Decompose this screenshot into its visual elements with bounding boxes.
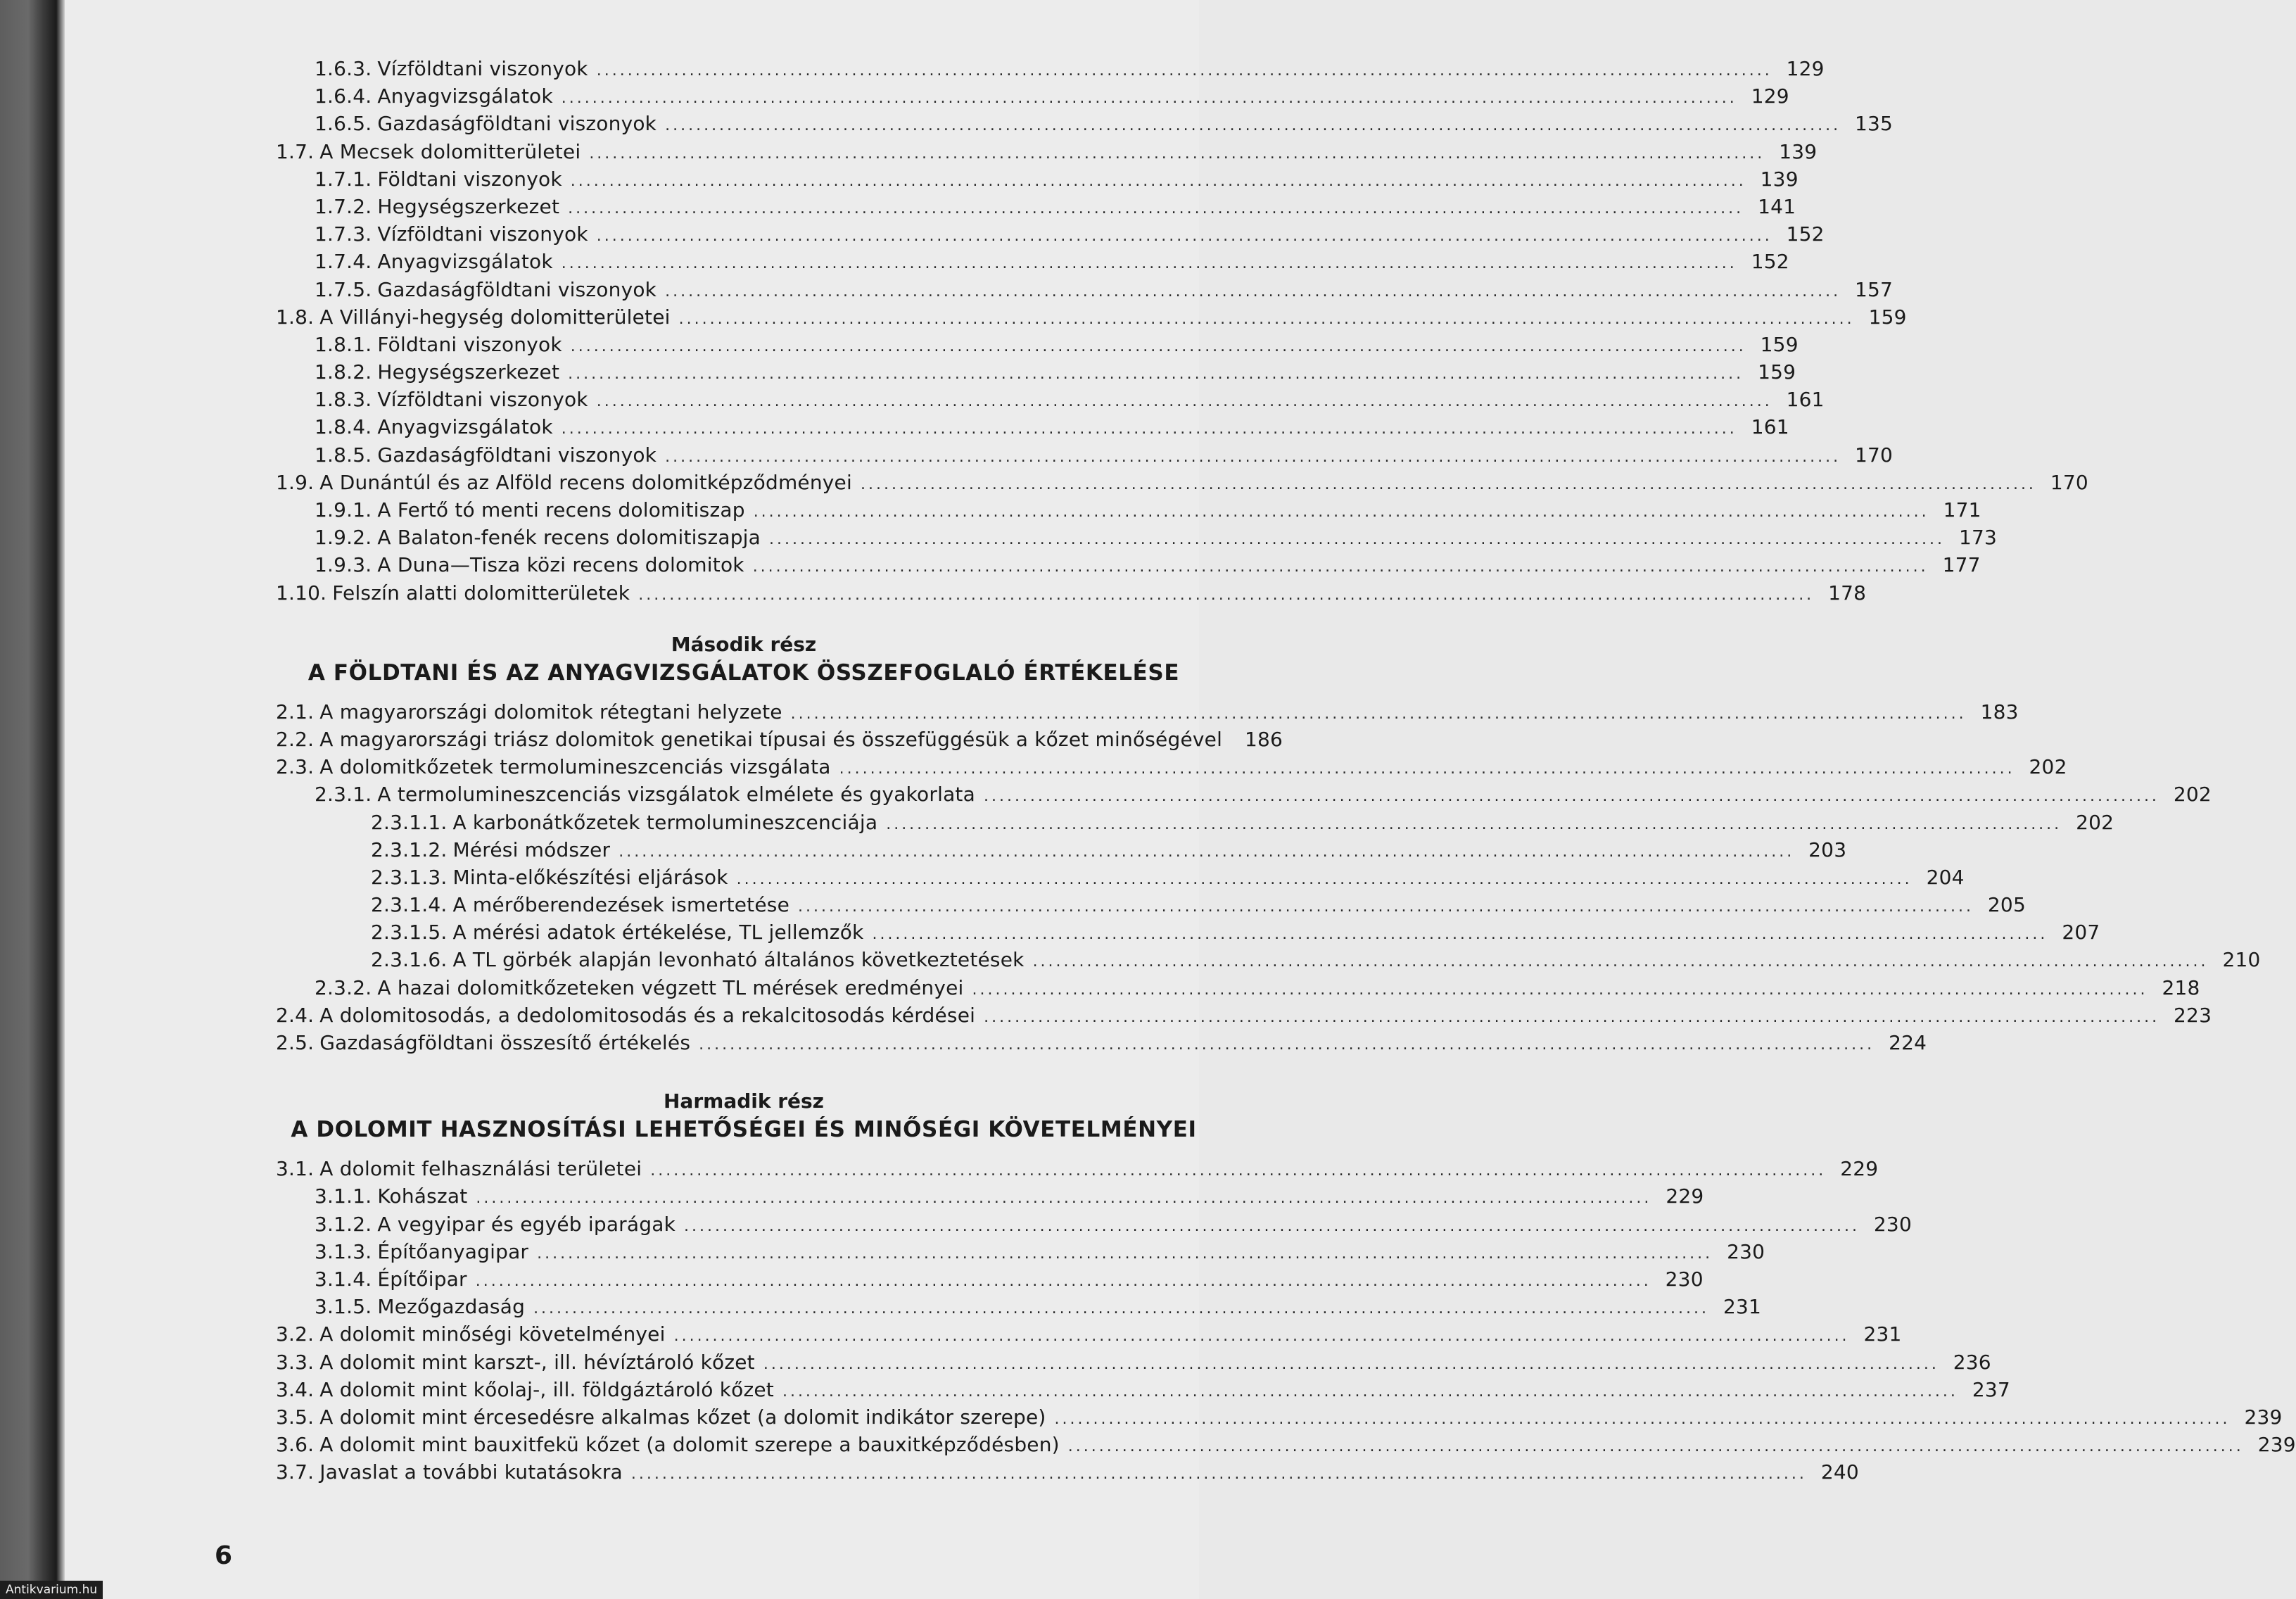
toc-entry-title: A dolomit mint karszt-, ill. hévíztároló kőzet bbox=[319, 1350, 755, 1374]
toc-entry-title: A Duna—Tisza közi recens dolomitok bbox=[377, 553, 744, 577]
toc-entry-page: 159 bbox=[1868, 305, 1907, 329]
toc-leader-dots: ........................................................................................................................................................ bbox=[570, 337, 1746, 355]
toc-entry-number: 1.8.2. bbox=[315, 360, 372, 384]
toc-entry bbox=[276, 1431, 2296, 1458]
toc-entry-title: Mezőgazdaság bbox=[377, 1295, 526, 1319]
toc-entry-page: 170 bbox=[1855, 443, 1894, 467]
toc-leader-dots: ........................................................................................................................................................ bbox=[782, 1382, 1958, 1401]
toc-entry-page: 237 bbox=[1972, 1377, 2010, 1401]
toc-entry-page: 202 bbox=[2076, 810, 2114, 834]
toc-entry-number: 3.1. bbox=[276, 1157, 315, 1181]
toc-entry-number: 1.8.5. bbox=[315, 443, 372, 467]
toc-entry-page: 236 bbox=[1953, 1350, 1991, 1374]
toc-entry-number: 1.8.4. bbox=[315, 415, 372, 439]
toc-entry bbox=[276, 248, 1789, 275]
toc-entry-number: 1.6.3. bbox=[315, 57, 372, 80]
toc-entry-number: 1.7.2. bbox=[315, 194, 372, 218]
toc-entry bbox=[276, 55, 1825, 82]
toc-entry bbox=[276, 165, 1799, 193]
toc-entry-title: Hegységszerkezet bbox=[377, 360, 560, 384]
toc-entry bbox=[276, 469, 2088, 496]
toc-entry-page: 230 bbox=[1873, 1212, 1912, 1236]
toc-entry-page: 178 bbox=[1828, 581, 1867, 605]
part-two-label: Második rész bbox=[671, 632, 817, 656]
toc-entry bbox=[276, 891, 2026, 918]
toc-entry bbox=[276, 726, 1283, 753]
toc-entry-title: Kohászat bbox=[377, 1184, 468, 1208]
toc-entry bbox=[276, 1376, 2010, 1403]
toc-entry-title: Felszín alatti dolomitterületek bbox=[332, 581, 630, 605]
toc-leader-dots: ........................................................................................................................................................ bbox=[886, 815, 2062, 833]
toc-entry bbox=[276, 1029, 1927, 1056]
toc-leader-dots: ........................................................................................................................................................ bbox=[568, 199, 1744, 217]
toc-entry bbox=[276, 1293, 1762, 1320]
toc-leader-dots: ........................................................................................................................................................ bbox=[699, 1036, 1875, 1054]
toc-entry-page: 231 bbox=[1723, 1295, 1762, 1319]
toc-entry-number: 2.3.1.4. bbox=[371, 893, 448, 917]
toc-entry bbox=[276, 110, 1894, 137]
toc-entry-page: 152 bbox=[1751, 250, 1789, 274]
toc-entry-number: 2.3.1. bbox=[315, 783, 372, 807]
toc-entry bbox=[276, 946, 2261, 973]
toc-leader-dots: ........................................................................................................................................................ bbox=[684, 1217, 1860, 1235]
toc-entry bbox=[276, 331, 1799, 358]
toc-entry-title: Gazdaságföldtani viszonyok bbox=[377, 443, 657, 467]
toc-entry bbox=[276, 1182, 1704, 1210]
page-number: 6 bbox=[215, 1541, 233, 1570]
toc-entry bbox=[276, 303, 1907, 331]
toc-entry-title: Építőipar bbox=[377, 1267, 467, 1291]
toc-leader-dots: ........................................................................................................................................................ bbox=[1032, 953, 2209, 971]
toc-entry-page: 152 bbox=[1786, 222, 1825, 246]
toc-entry-title: Javaslat a további kutatásokra bbox=[319, 1460, 623, 1484]
toc-leader-dots: ........................................................................................................................................................ bbox=[561, 255, 1737, 273]
toc-entry bbox=[276, 780, 2212, 808]
toc-entry-page: 170 bbox=[2050, 470, 2088, 494]
toc-leader-dots: ........................................................................................................................................................ bbox=[630, 1465, 1807, 1484]
toc-entry-number: 3.1.5. bbox=[315, 1295, 372, 1319]
toc-leader-dots: ........................................................................................................................................................ bbox=[596, 62, 1772, 80]
toc-entry-number: 3.1.2. bbox=[315, 1212, 372, 1236]
toc-entry-number: 2.3.1.5. bbox=[371, 921, 448, 944]
toc-leader-dots: ........................................................................................................................................................ bbox=[673, 1327, 1850, 1346]
toc-leader-dots: ........................................................................................................................................................ bbox=[665, 282, 1841, 301]
toc-leader-dots: ........................................................................................................................................................ bbox=[736, 870, 1913, 888]
toc-leader-dots: ........................................................................................................................................................ bbox=[763, 1355, 1939, 1373]
toc-entry-number: 2.2. bbox=[276, 727, 315, 751]
toc-entry-title: A magyarországi triász dolomitok genetikai típusai és összefüggésük a kőzet minőségével bbox=[319, 727, 1223, 751]
toc-entry-title: A Balaton-fenék recens dolomitiszapja bbox=[377, 526, 761, 550]
part-three-heading bbox=[276, 1089, 1212, 1145]
toc-entry-title: A dolomit felhasználási területei bbox=[319, 1157, 642, 1181]
toc-entry-title: A dolomitosodás, a dedolomitosodás és a rekalcitosodás kérdései bbox=[319, 1003, 976, 1027]
toc-entry-page: 229 bbox=[1840, 1157, 1879, 1181]
toc-leader-dots: ........................................................................................................................................................ bbox=[537, 1244, 1713, 1263]
toc-leader-dots: ........................................................................................................................................................ bbox=[798, 898, 1974, 916]
toc-entry-page: 224 bbox=[1889, 1031, 1927, 1054]
toc-entry-number: 1.9. bbox=[276, 470, 315, 494]
toc-entry-number: 3.1.1. bbox=[315, 1184, 372, 1208]
toc-entry-number: 1.8.1. bbox=[315, 332, 372, 356]
toc-entry bbox=[276, 1320, 1902, 1348]
toc-entry-title: A dolomit mint kőolaj-, ill. földgáztároló kőzet bbox=[319, 1377, 774, 1401]
toc-leader-dots: ........................................................................................................................................................ bbox=[1054, 1410, 2231, 1428]
toc-entry-number: 1.9.2. bbox=[315, 526, 372, 550]
toc-leader-dots: ........................................................................................................................................................ bbox=[638, 586, 1815, 604]
toc-entry-title: Vízföldtani viszonyok bbox=[377, 222, 588, 246]
toc-leader-dots: ........................................................................................................................................................ bbox=[983, 788, 2159, 806]
part-two-entries bbox=[276, 698, 2261, 1056]
toc-entry-number: 3.5. bbox=[276, 1405, 315, 1429]
toc-entry-page: 230 bbox=[1727, 1239, 1765, 1263]
toc-entry bbox=[276, 974, 2200, 1001]
toc-entry bbox=[276, 138, 1818, 165]
toc-entry-number: 3.1.4. bbox=[315, 1267, 372, 1291]
toc-entry-number: 1.8.3. bbox=[315, 388, 372, 412]
toc-entry-number: 2.3.1.1. bbox=[371, 810, 448, 834]
toc-entry-page: 205 bbox=[1987, 893, 2026, 917]
toc-leader-dots: ........................................................................................................................................................ bbox=[596, 227, 1772, 246]
toc-entry bbox=[276, 1265, 1704, 1293]
toc-entry-page: 186 bbox=[1245, 727, 1283, 751]
toc-leader-dots: ........................................................................................................................................................ bbox=[872, 925, 2048, 944]
toc-entry bbox=[276, 413, 1789, 441]
toc-entry-title: A mérési adatok értékelése, TL jellemzők bbox=[452, 921, 864, 944]
toc-leader-dots: ........................................................................................................................................................ bbox=[1067, 1438, 2244, 1456]
toc-leader-dots: ........................................................................................................................................................ bbox=[596, 393, 1772, 411]
toc-leader-dots: ........................................................................................................................................................ bbox=[568, 365, 1744, 384]
toc-entry-number: 1.7.1. bbox=[315, 167, 372, 191]
toc-entry bbox=[276, 276, 1894, 303]
toc-entry-title: A Villányi-hegység dolomitterületei bbox=[319, 305, 671, 329]
toc-entry-number: 1.10. bbox=[276, 581, 327, 605]
toc-entry-title: Hegységszerkezet bbox=[377, 194, 560, 218]
toc-entry-page: 141 bbox=[1758, 194, 1796, 218]
toc-entry bbox=[276, 1001, 2212, 1029]
toc-entry-number: 2.3.1.3. bbox=[371, 865, 448, 889]
toc-entry-title: A dolomit mint bauxitfekü kőzet (a dolomit szerepe a bauxitképződésben) bbox=[319, 1433, 1060, 1457]
toc-entry-page: 231 bbox=[1863, 1322, 1902, 1346]
toc-entry-title: Vízföldtani viszonyok bbox=[377, 57, 588, 80]
book-binding-edge bbox=[0, 0, 65, 1599]
toc-leader-dots: ........................................................................................................................................................ bbox=[619, 842, 1795, 861]
toc-entry-number: 3.1.3. bbox=[315, 1239, 372, 1263]
toc-entry bbox=[276, 524, 1997, 551]
toc-leader-dots: ........................................................................................................................................................ bbox=[665, 448, 1841, 466]
toc-entry-page: 129 bbox=[1751, 84, 1789, 108]
toc-entry-title: A Dunántúl és az Alföld recens dolomitképződményei bbox=[319, 470, 852, 494]
toc-entry-page: 210 bbox=[2222, 948, 2261, 972]
toc-entry-title: Minta-előkészítési eljárások bbox=[452, 865, 728, 889]
toc-entry bbox=[276, 1238, 1765, 1265]
toc-leader-dots: ........................................................................................................................................................ bbox=[589, 144, 1765, 163]
toc-entry-number: 2.3. bbox=[276, 755, 315, 779]
toc-entry-number: 2.3.2. bbox=[315, 975, 372, 999]
watermark: Antikvarium.hu bbox=[0, 1581, 103, 1599]
toc-entry-title: A dolomit minőségi követelményei bbox=[319, 1322, 666, 1346]
toc-entry bbox=[276, 836, 1847, 864]
toc-entry-page: 139 bbox=[1760, 167, 1799, 191]
toc-entry-page: 240 bbox=[1820, 1460, 1859, 1484]
toc-entry bbox=[276, 496, 1981, 524]
toc-leader-dots: ........................................................................................................................................................ bbox=[665, 117, 1841, 135]
toc-entry bbox=[276, 193, 1796, 220]
toc-entry-title: A dolomit mint ércesedésre alkalmas kőzet (a dolomit indikátor szerepe) bbox=[319, 1405, 1046, 1429]
toc-entry-title: A magyarországi dolomitok rétegtani helyzete bbox=[319, 700, 782, 723]
toc-entry-number: 1.6.4. bbox=[315, 84, 372, 108]
toc-entry-title: A karbonátkőzetek termolumineszcenciája bbox=[452, 810, 878, 834]
toc-entry-number: 2.5. bbox=[276, 1031, 315, 1054]
toc-entry bbox=[276, 698, 2019, 726]
part-one-entries bbox=[276, 55, 2088, 607]
toc-entry bbox=[276, 1458, 1859, 1486]
part-two-heading bbox=[276, 632, 1212, 688]
toc-entry-title: A vegyipar és egyéb iparágak bbox=[377, 1212, 676, 1236]
toc-leader-dots: ........................................................................................................................................................ bbox=[752, 558, 1929, 576]
toc-entry bbox=[276, 1155, 1879, 1182]
toc-entry-page: 207 bbox=[2062, 921, 2100, 944]
toc-entry bbox=[276, 386, 1825, 413]
toc-entry-title: Anyagvizsgálatok bbox=[377, 415, 553, 439]
toc-entry-number: 3.3. bbox=[276, 1350, 315, 1374]
toc-leader-dots: ........................................................................................................................................................ bbox=[570, 172, 1746, 190]
toc-entry-title: A Fertő tó menti recens dolomitiszap bbox=[377, 498, 745, 522]
part-three-title: A DOLOMIT HASZNOSÍTÁSI LEHETŐSÉGEI ÉS MINŐSÉGI KÖVETELMÉNYEI bbox=[291, 1117, 1197, 1143]
toc-entry bbox=[276, 441, 1894, 469]
toc-leader-dots: ........................................................................................................................................................ bbox=[475, 1272, 1651, 1290]
toc-entry-title: A termolumineszcenciás vizsgálatok elmélete és gyakorlata bbox=[377, 783, 975, 807]
part-two-title: A FÖLDTANI ÉS AZ ANYAGVIZSGÁLATOK ÖSSZEFOGLALÓ ÉRTÉKELÉSE bbox=[307, 659, 1180, 685]
toc-entry-title: Építőanyagipar bbox=[377, 1239, 529, 1263]
table-of-contents bbox=[276, 55, 2296, 1486]
toc-entry-page: 202 bbox=[2173, 783, 2212, 807]
book-page bbox=[65, 0, 2296, 1599]
toc-entry-page: 161 bbox=[1751, 415, 1789, 439]
toc-entry-title: A TL görbék alapján levonható általános következtetések bbox=[452, 948, 1025, 972]
toc-leader-dots: ........................................................................................................................................................ bbox=[790, 704, 1967, 723]
toc-entry-number: 1.7.3. bbox=[315, 222, 372, 246]
toc-entry-title: Földtani viszonyok bbox=[377, 167, 562, 191]
toc-entry-title: Földtani viszonyok bbox=[377, 332, 562, 356]
toc-entry bbox=[276, 753, 2067, 780]
toc-entry-title: A hazai dolomitkőzeteken végzett TL mérések eredményei bbox=[377, 975, 964, 999]
toc-entry-page: 177 bbox=[1942, 553, 1981, 577]
toc-entry-page: 157 bbox=[1855, 277, 1894, 301]
toc-leader-dots: ........................................................................................................................................................ bbox=[561, 420, 1737, 438]
toc-entry-page: 161 bbox=[1786, 388, 1825, 412]
toc-leader-dots: ........................................................................................................................................................ bbox=[769, 531, 1945, 549]
toc-entry-number: 1.7.5. bbox=[315, 277, 372, 301]
toc-entry-title: Vízföldtani viszonyok bbox=[377, 388, 588, 412]
toc-entry-number: 2.3.1.2. bbox=[371, 838, 448, 861]
toc-leader-dots: ........................................................................................................................................................ bbox=[984, 1008, 2160, 1026]
toc-leader-dots: ........................................................................................................................................................ bbox=[561, 89, 1737, 108]
toc-entry-number: 1.9.3. bbox=[315, 553, 372, 577]
part-three-entries bbox=[276, 1155, 2296, 1486]
toc-leader-dots: ........................................................................................................................................................ bbox=[533, 1300, 1710, 1318]
toc-entry-page: 139 bbox=[1779, 139, 1818, 163]
toc-entry bbox=[276, 1348, 1991, 1376]
toc-entry-number: 2.1. bbox=[276, 700, 315, 723]
toc-entry-page: 239 bbox=[2257, 1433, 2296, 1457]
toc-entry bbox=[276, 82, 1789, 110]
toc-entry-page: 223 bbox=[2174, 1003, 2212, 1027]
toc-entry bbox=[276, 864, 1965, 891]
toc-leader-dots: ........................................................................................................................................................ bbox=[650, 1162, 1827, 1180]
toc-entry bbox=[276, 1403, 2283, 1431]
toc-entry-title: Gazdaságföldtani viszonyok bbox=[377, 112, 657, 136]
toc-entry-page: 183 bbox=[1980, 700, 2019, 723]
toc-entry-number: 1.7. bbox=[276, 139, 315, 163]
toc-entry-number: 1.7.4. bbox=[315, 250, 372, 274]
toc-entry-number: 3.4. bbox=[276, 1377, 315, 1401]
toc-entry bbox=[276, 358, 1796, 386]
toc-entry-number: 3.7. bbox=[276, 1460, 315, 1484]
toc-leader-dots: ........................................................................................................................................................ bbox=[476, 1189, 1652, 1208]
toc-entry-page: 229 bbox=[1666, 1184, 1704, 1208]
toc-entry-page: 218 bbox=[2162, 975, 2200, 999]
toc-entry-title: Anyagvizsgálatok bbox=[377, 84, 553, 108]
toc-entry-page: 159 bbox=[1760, 332, 1799, 356]
toc-entry-number: 1.6.5. bbox=[315, 112, 372, 136]
toc-entry-title: Gazdaságföldtani összesítő értékelés bbox=[319, 1031, 691, 1054]
toc-entry-number: 2.3.1.6. bbox=[371, 948, 448, 972]
toc-entry-title: Anyagvizsgálatok bbox=[377, 250, 553, 274]
toc-leader-dots: ........................................................................................................................................................ bbox=[678, 310, 1855, 328]
toc-entry-page: 171 bbox=[1943, 498, 1981, 522]
toc-entry bbox=[276, 579, 1867, 607]
toc-entry-page: 159 bbox=[1758, 360, 1796, 384]
toc-entry-page: 230 bbox=[1665, 1267, 1704, 1291]
toc-entry-title: Gazdaságföldtani viszonyok bbox=[377, 277, 657, 301]
toc-entry bbox=[276, 1211, 1912, 1238]
toc-entry-number: 3.2. bbox=[276, 1322, 315, 1346]
toc-entry-title: A dolomitkőzetek termolumineszcenciás vizsgálata bbox=[319, 755, 831, 779]
toc-entry bbox=[276, 551, 1981, 579]
toc-entry-title: A mérőberendezések ismertetése bbox=[452, 893, 789, 917]
toc-leader-dots: ........................................................................................................................................................ bbox=[753, 503, 1929, 521]
toc-leader-dots: ........................................................................................................................................................ bbox=[860, 475, 2036, 493]
toc-entry-page: 204 bbox=[1926, 865, 1965, 889]
part-three-label: Harmadik rész bbox=[664, 1089, 824, 1113]
toc-entry bbox=[276, 220, 1825, 248]
toc-entry bbox=[276, 809, 2114, 836]
toc-entry bbox=[276, 918, 2100, 946]
toc-entry-number: 2.4. bbox=[276, 1003, 315, 1027]
toc-entry-page: 129 bbox=[1786, 57, 1825, 80]
toc-leader-dots: ........................................................................................................................................................ bbox=[839, 760, 2015, 778]
toc-entry-page: 173 bbox=[1958, 526, 1997, 550]
toc-entry-page: 135 bbox=[1855, 112, 1894, 136]
toc-leader-dots: ........................................................................................................................................................ bbox=[972, 980, 2148, 999]
toc-entry-number: 1.9.1. bbox=[315, 498, 372, 522]
toc-entry-page: 239 bbox=[2244, 1405, 2283, 1429]
toc-entry-title: A Mecsek dolomitterületei bbox=[319, 139, 581, 163]
toc-entry-number: 1.8. bbox=[276, 305, 315, 329]
toc-entry-number: 3.6. bbox=[276, 1433, 315, 1457]
toc-entry-title: Mérési módszer bbox=[452, 838, 611, 861]
toc-entry-page: 203 bbox=[1808, 838, 1847, 861]
toc-entry-page: 202 bbox=[2029, 755, 2067, 779]
